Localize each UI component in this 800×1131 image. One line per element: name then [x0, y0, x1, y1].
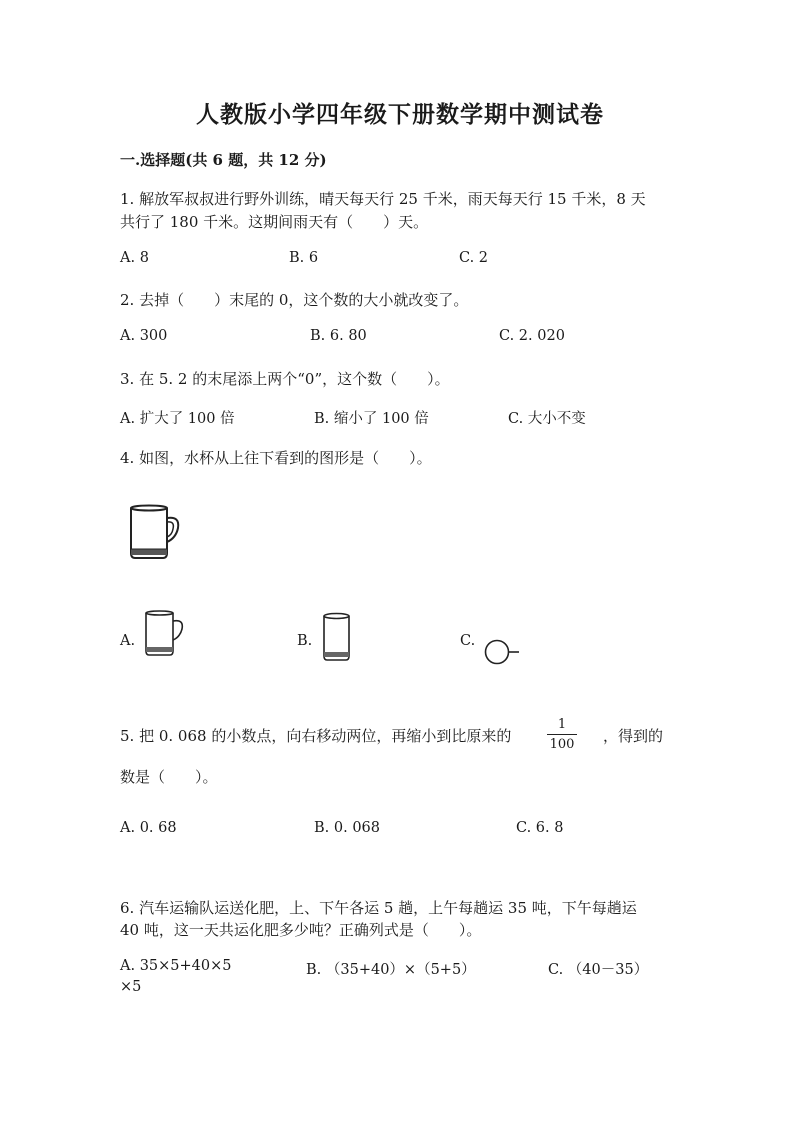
- question-3-option-a[interactable]: A. 扩大了 100 倍: [120, 411, 235, 427]
- question-4-option-a[interactable]: A.: [120, 633, 136, 649]
- circle-with-handle-top-view-icon: [483, 639, 523, 667]
- question-2-option-c[interactable]: C. 2. 020: [499, 328, 565, 344]
- question-2-option-a[interactable]: A. 300: [120, 328, 168, 344]
- page-title: 人教版小学四年级下册数学期中测试卷: [196, 101, 604, 128]
- mug-side-view-figure: [126, 505, 182, 563]
- fraction-denominator: 100: [549, 737, 575, 752]
- mug-with-handle-icon: [142, 610, 186, 660]
- question-2-option-b[interactable]: B. 6. 80: [310, 328, 367, 344]
- question-6-line-1: 6. 汽车运输队运送化肥，上、下午各运 5 趟，上午每趟运 35 吨，下午每趟运: [120, 899, 637, 917]
- question-1-line-1: 1. 解放军叔叔进行野外训练，晴天每天行 25 千米，雨天每天行 15 千米，8 天: [120, 190, 646, 208]
- question-6-option-b[interactable]: B. （35+40）×（5+5）: [306, 962, 476, 978]
- question-3-line-1: 3. 在 5. 2 的末尾添上两个“0”，这个数（ ）。: [120, 370, 450, 388]
- question-1-option-b[interactable]: B. 6: [289, 250, 319, 266]
- question-1-option-a[interactable]: A. 8: [120, 250, 149, 266]
- question-6-option-a[interactable]: A. 35×5+40×5: [120, 958, 232, 974]
- question-5-line-2: 数是（ ）。: [120, 768, 218, 786]
- question-6-line-2: 40 吨，这一天共运化肥多少吨？正确列式是（ ）。: [120, 921, 482, 939]
- question-4-option-c[interactable]: C.: [460, 633, 476, 649]
- question-5-line-1: 5. 把 0. 068 的小数点，向右移动两位，再缩小到比原来的: [120, 727, 512, 745]
- question-4-option-b[interactable]: B.: [297, 633, 313, 649]
- fraction-numerator: 1: [557, 717, 567, 732]
- question-6-option-c-continued: ×5: [120, 979, 142, 995]
- question-3-option-c[interactable]: C. 大小不变: [508, 411, 586, 427]
- question-3-option-b[interactable]: B. 缩小了 100 倍: [314, 411, 429, 427]
- question-2-line-1: 2. 去掉（ ）末尾的 0，这个数的大小就改变了。: [120, 291, 469, 309]
- question-6-option-c[interactable]: C. （40－35）: [548, 962, 649, 978]
- question-4-line-1: 4. 如图，水杯从上往下看到的图形是（ ）。: [120, 449, 432, 467]
- question-1-option-c[interactable]: C. 2: [459, 250, 489, 266]
- section-heading: 一.选择题(共 6 题，共 12 分): [120, 151, 327, 169]
- question-5-option-a[interactable]: A. 0. 68: [120, 820, 177, 836]
- question-5-option-c[interactable]: C. 6. 8: [516, 820, 564, 836]
- question-5-option-b[interactable]: B. 0. 068: [314, 820, 380, 836]
- question-5-line-1-end: ，得到的: [603, 727, 664, 745]
- cup-without-handle-icon: [320, 612, 354, 664]
- fraction-one-hundredth: [546, 718, 578, 751]
- question-1-line-2: 共行了 180 千米。这期间雨天有（ ）天。: [120, 213, 429, 231]
